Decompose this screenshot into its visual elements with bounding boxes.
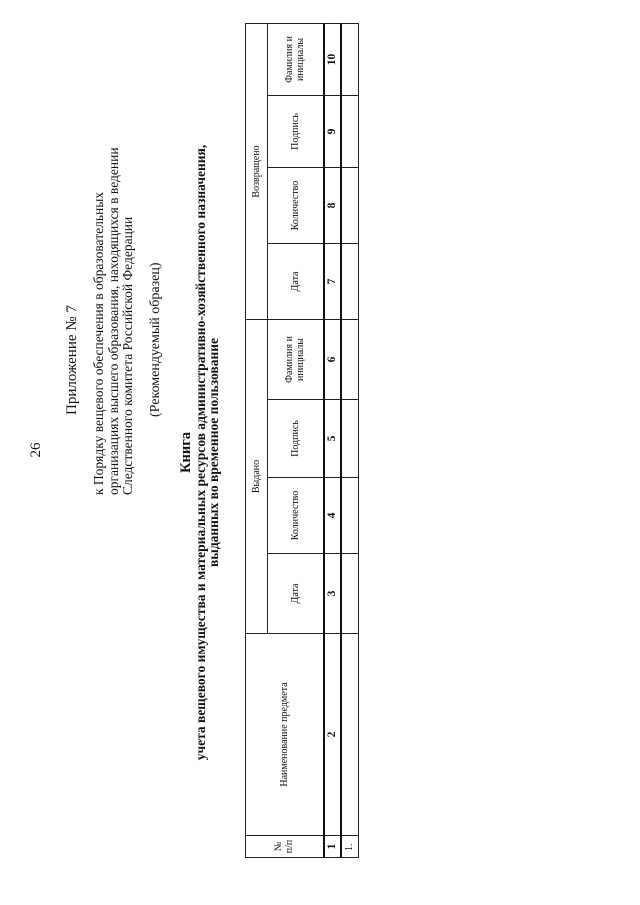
column-number: 4 — [324, 478, 341, 554]
table-cell — [341, 634, 359, 836]
column-number: 8 — [324, 167, 341, 243]
table-cell — [341, 243, 359, 319]
header-returned-quantity: Количество — [268, 167, 324, 243]
table-cell — [341, 319, 359, 399]
table-cell — [341, 478, 359, 554]
header-num: № п/п — [246, 836, 324, 858]
row-index: 1. — [341, 836, 359, 858]
column-number: 2 — [324, 634, 341, 836]
appendix-line: Следственного комитета Российской Федерации — [120, 216, 135, 495]
column-number: 1 — [324, 836, 341, 858]
header-issued-date: Дата — [268, 554, 324, 634]
title-main: Книга — [178, 431, 194, 474]
header-issued-fio: Фамилия и инициалы — [268, 319, 324, 399]
register-table — [245, 23, 359, 858]
recommended-sample-note: (Рекомендуемый образец) — [148, 262, 163, 417]
table-cell — [341, 554, 359, 634]
header-returned-date: Дата — [268, 243, 324, 319]
column-number: 5 — [324, 400, 341, 478]
appendix-line: к Порядку вещевого обеспечения в образовательных — [91, 191, 106, 495]
column-number: 7 — [324, 243, 341, 319]
header-issued-signature: Подпись — [268, 400, 324, 478]
document-title — [180, 0, 221, 905]
column-number: 6 — [324, 319, 341, 399]
appendix-text — [92, 15, 136, 495]
header-issued-quantity: Количество — [268, 478, 324, 554]
header-returned-fio: Фамилия и инициалы — [268, 23, 324, 95]
column-number: 3 — [324, 554, 341, 634]
table-cell — [341, 95, 359, 167]
title-line: учета вещевого имущества и материальных ресурсов административно-хозяйственного назначения, — [192, 144, 208, 761]
title-line: выданных во временное пользование — [206, 337, 221, 568]
page-number: 26 — [28, 442, 44, 458]
header-returned-signature: Подпись — [268, 95, 324, 167]
header-issued: Выдано — [246, 319, 268, 633]
column-number: 9 — [324, 95, 341, 167]
column-number: 10 — [324, 23, 341, 95]
header-returned: Возвращено — [246, 23, 268, 319]
header-item-name: Наименование предмета — [246, 634, 324, 836]
table-cell — [341, 23, 359, 95]
appendix-line: организациях высшего образования, находящихся в ведении — [105, 147, 121, 495]
appendix-heading: Приложение № 7 — [64, 305, 80, 415]
table-cell — [341, 400, 359, 478]
table-cell — [341, 167, 359, 243]
